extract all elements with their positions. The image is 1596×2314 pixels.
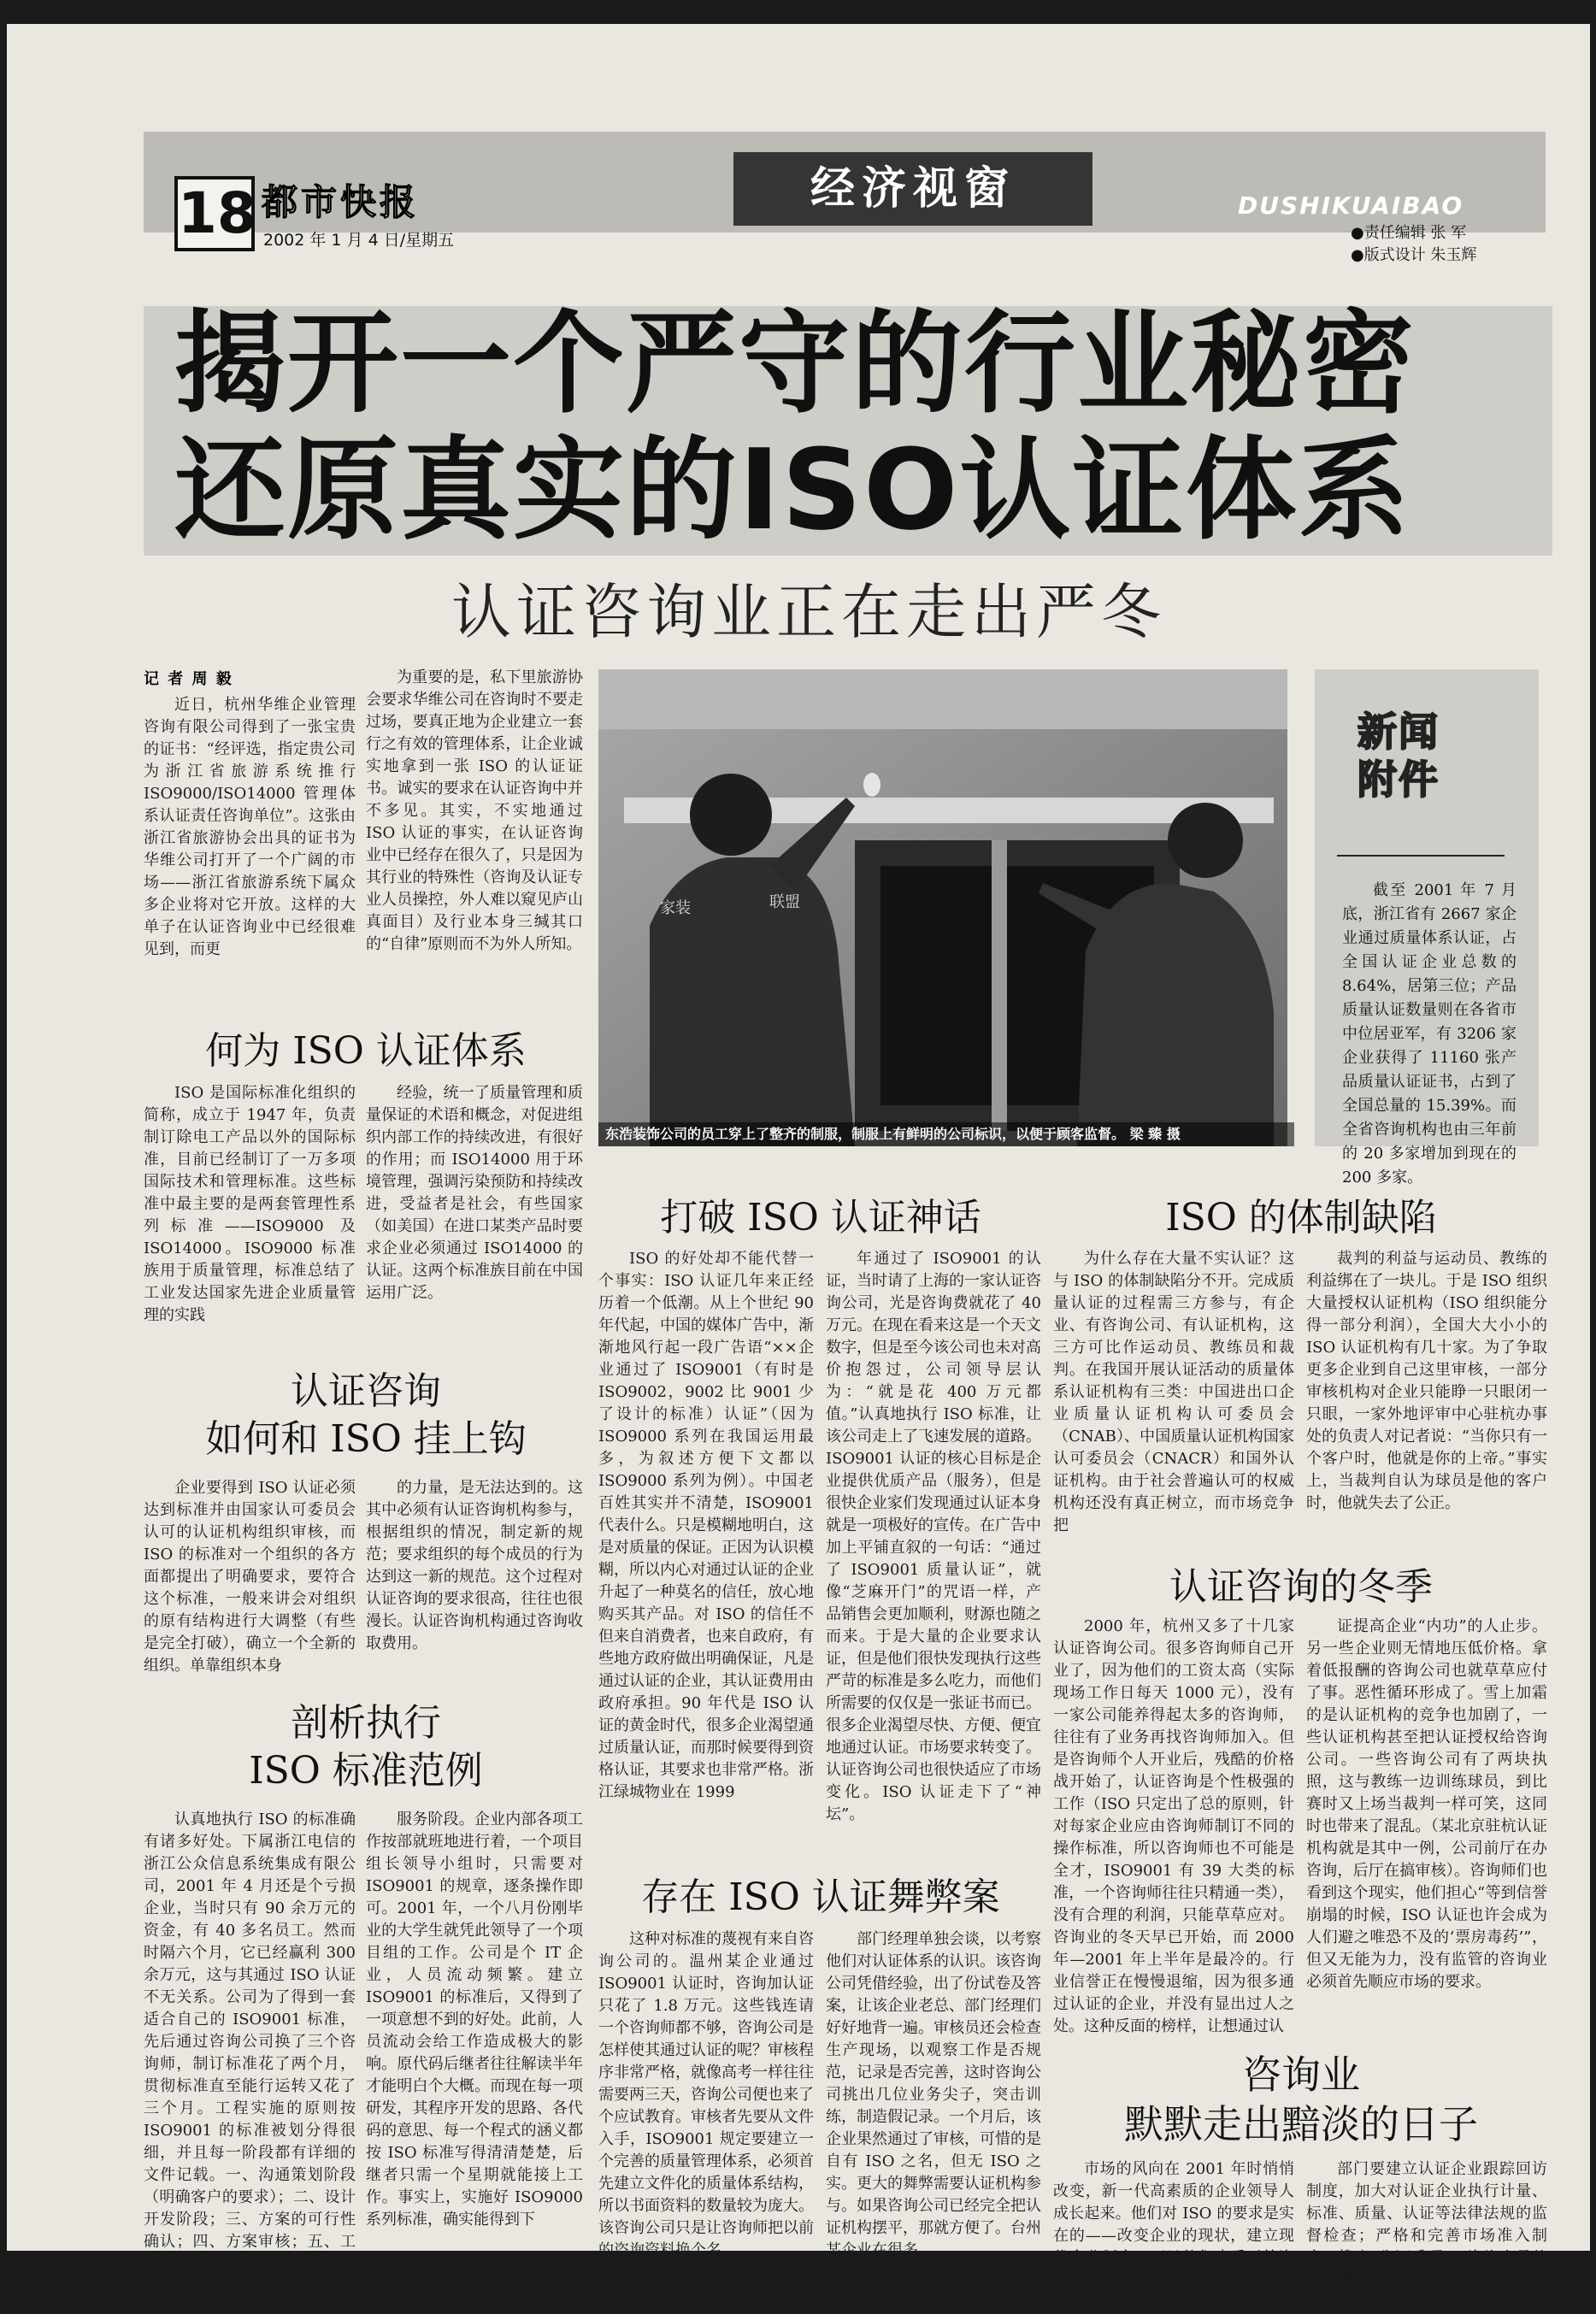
photo-illustration [598, 669, 1287, 1146]
section-name: 经济视窗 [733, 152, 1092, 226]
section-fraud-col1: 这种对标准的蔑视有来自咨询公司的。温州某企业通过 ISO9001 认证时，咨询加认证只花了 1.8 万元。这些钱连请一个咨询师都不够，咨询公司是怎样使其通过认证的呢？审核程序非常严格，就像高考一样往往需要两三天，咨询公司便也来了个应试教育。审核者先要从文件入手，ISO9001 规定要建立一个完善的质量管理体系，必须首先建立文件化的质量体系结构，所以书面资料的数量较为庞大。该咨询公司只是让咨询师把以前的咨询资料换个名 [598, 1930, 814, 2259]
section-recovery-col1: 市场的风向在 2001 年时悄悄改变，新一代高素质的企业领导人成长起来。他们对 ISO 的要求是实在的——改变企业的现状，建立现代企业制度。而且他们也乐于给咨询公司合理的利润。一些口碑好的咨 [1053, 2160, 1294, 2311]
section-consulting-col1: 企业要得到 ISO 认证必须达到标准并由国家认可委员会认可的认证机构组织审核，而 ISO 的标准对一个组织的各方面都提出了明确要求，要符合这个标准，一般来讲会对组织的原有结构进行大调整（有些是完全打破），确立一个全新的组织。单靠组织本身 [144, 1479, 356, 1675]
section-consulting-col2: 的力量，是无法达到的。这其中必须有认证咨询机构参与，根据组织的情况，制定新的规范；要求组织的每个成员的行为达到这一新的规范。这个过程对认证咨询的要求很高，往往也很漫长。认证咨询机构通过咨询收取费用。 [366, 1479, 583, 1652]
uniform-badge-right: 联盟 [769, 893, 800, 911]
section-winter-col2: 证提高企业“内功”的人止步。另一些企业则无情地压低价格。拿着低报酬的咨询公司也就草草应付了事。恶性循环形成了。雪上加霜的是认证机构的竞争也加剧了，一些认证机构甚至把认证授权给咨询公司。一些咨询公司有了两块执照，这与教练一边训练球员，到比赛时又上场当裁判一样可笑，这同时也带来了混乱。（某北京驻杭认证机构就是其中一例，公司前厅在办咨询，后厅在搞审核）。咨询师们也看到这个现实，他们担心“等到信誉崩塌的时候，ISO 认证也许会成为人们避之唯恐不及的‘票房毒药’”，但又无能为力，没有监管的咨询业必须首先顺应市场的要求。 [1306, 1617, 1547, 1991]
section-title-recovery [1053, 2050, 1549, 2149]
section-what-is-iso-col1: ISO 是国际标准化组织的简称，成立于 1947 年，负责制订除电工产品以外的国际标准，目前已经制订了一万多项国际技术和管理标准。这些标准中最主要的是两套管理性系列标准——ISO9000 及 ISO14000。ISO9000 标准族用于质量管理，标准总结了工业发达国家先进企业质量管理的实践 [144, 1084, 356, 1324]
section-myth-col2: 年通过了 ISO9001 的认证，当时请了上海的一家认证咨询公司，光是咨询费就花了 40 万元。在现在看来这是一个天文数字，但是至今该公司也未对高价抱怨过，公司领导层认为：“就是花 400 万元都值。”认真地执行 ISO 标准，让该公司走上了飞速发展的道路。ISO9001 认证的核心目标是企业提供优质产品（服务），但是很快企业家们发现通过认证本身就是一项极好的宣传。在广告中加上平铺直叙的一句话：“通过了 ISO9001 质量认证”，就像“芝麻开门”的咒语一样，产品销售会更加顺利，财源也随之而来。于是大量的企业要求认证，但是他们很快发现执行这些严苛的标准是多么吃力，而他们所需要的仅仅是一张证书而已。很多企业渴望尽快、方便、便宜地通过认证。市场要求转变了。认证咨询公司也很快适应了市场变化。ISO 认证走下了“神坛”。 [826, 1250, 1041, 1823]
section-title-case-study [144, 1699, 588, 1795]
issue-date: 2002 年 1 月 4 日/星期五 [263, 231, 455, 250]
sidebar-body: 截至 2001 年 7 月底，浙江省有 2667 家企业通过质量体系认证，占全国认证企业总数的 8.64%，居第三位；产品质量认证数量则在各省市中位居亚军，有 3206 家企业获得了 11160 张产品质量认证证书，占到了全国总量的 15.39%。而全省咨询机构也由三年前的 20 多家增加到现在的 200 多家。 [1342, 881, 1516, 1186]
section-title-defects: ISO 的体制缺陷 [1165, 1196, 1437, 1239]
section-winter-col1: 2000 年，杭州又多了十几家认证咨询公司。很多咨询师自己开业了，因为他们的工资太高（实际现场工作日每天 1000 元），没有一家公司能养得起太多的咨询师，往往有了业务再找咨询师加入。但是咨询师个人开业后，残酷的价格战开始了，认证咨询是个性极强的工作（ISO 只定出了总的原则，针对每家企业应由咨询师制订不同的操作标准，所以咨询师也不可能是全才，ISO9001 有 39 大类的标准，一个咨询师往往只精通一类），没有合理的利润，只能草草应对。咨询业的冬天早已开始，而 2000 年—2001 年上半年是最冷的。行业信誉正在慢慢退缩，因为很多通过认证的企业，并没有显出过人之处。这种反面的榜样，让想通过认 [1053, 1617, 1294, 2035]
section-title-what-is-iso: 何为 ISO 认证体系 [205, 1029, 527, 1073]
section-title-fraud: 存在 ISO 认证舞弊案 [641, 1875, 1000, 1919]
section-title-consulting [144, 1368, 588, 1463]
section-defects-col2: 裁判的利益与运动员、教练的利益绑在了一块儿。于是 ISO 组织大量授权认证机构（ISO 组织能分得一部分利润），全国大大小小的 ISO 认证机构有几十家。为了争取更多企业到自己这里审核，一部分审核机构对企业只能睁一只眼闭一只眼，一家外地评审中心驻杭办事处的负责人对记者说：“当你只有一个客户时，他就是你的上帝。”事实上，当裁判自认为球员是他的客户时，他就失去了公正。 [1306, 1250, 1547, 1512]
section-title-case-study-line2: ISO 标准范例 [249, 1749, 483, 1793]
section-what-is-iso-col2: 经验，统一了质量管理和质量保证的术语和概念，对促进组织内部工作的持续改进，有很好的作用；而 ISO14000 用于环境管理，强调污染预防和持续改进，受益者是社会，有些国家（如美国）在进口某类产品时要求企业必须通过 ISO14000 的认证。这两个标准族目前在中国运用广泛。 [366, 1084, 583, 1302]
section-title-consulting-line1: 认证咨询 [291, 1369, 441, 1413]
section-recovery-col2: 部门要建立认证企业跟踪回访制度，加大对认证企业执行计量、标准、质量、认证等法律法规的监督检查；严格和完善市场准入制度，推广“先证后照”，咨询人员从业资格等措施，建立市场约束机制。 [1306, 2160, 1547, 2311]
photo-caption: 东浩装饰公司的员工穿上了整齐的制服，制服上有鲜明的公司标识，以便于顾客监督。 梁 臻 摄 [598, 1122, 1294, 1146]
editor-credit: ●责任编辑 张 军 [1351, 224, 1467, 242]
news-photo [598, 669, 1287, 1146]
section-title-myth: 打破 ISO 认证神话 [660, 1196, 981, 1239]
section-case-study-col2: 服务阶段。企业内部各项工作按部就班地进行着，一个项目组长领导小组时，只需要对 ISO9001 的规章，逐条操作即可。2001 年，一个八月份刚毕业的大学生就凭此领导了一个项目组的工作。公司是个 IT 企业，人员流动频繁。建立 ISO9001 的标准后，又得到了一项意想不到的好处。此前，人员流动会给工作造成极大的影响。原代码后继者往往解读半年才能明白个大概。而现在每一项研发，其程序开发的思路、各代码的意思、每一个程式的涵义都按 ISO 标准写得清清楚楚，后继者只需一个星期就能接上工作。事实上，实施好 ISO9000 系列标准，确实能得到下 [366, 1811, 583, 2229]
section-title-recovery-line2: 默默走出黯淡的日子 [1124, 2101, 1478, 2147]
brand-name: DUSHIKUAIBAO [1238, 191, 1464, 220]
section-title-consulting-line2: 如何和 ISO 挂上钩 [205, 1417, 527, 1461]
sidebar-title: 新闻 附件 [1357, 709, 1440, 803]
headline-line1: 揭开一个严守的行业秘密 [174, 298, 1416, 428]
section-title-winter: 认证咨询的冬季 [1169, 1565, 1433, 1609]
section-defects-col1: 为什么存在大量不实认证？这与 ISO 的体制缺陷分不开。完成质量认证的过程需三方参与，有企业、有咨询公司、有认证机构，这三方可比作运动员、教练员和裁判。在我国开展认证活动的质量体系认证机构有三类：中国进出口企业质量认证机构认可委员会（CNAB）、中国质量认证机构国家认可委员会（CNACR）和国外认证机构。由于社会普遍认可的权威机构还没有真正树立，而市场竞争把 [1053, 1250, 1294, 1534]
section-case-study-col1: 认真地执行 ISO 的标准确有诸多好处。下属浙江电信的浙江公众信息系统集成有限公司，2001 年 4 月还是个亏损企业，当时只有 90 余万元的资金，有 40 多名员工。然而时隔六个月，它已经赢利 300 余万元，这与其通过 ISO 认证不无关系。公司为了得到一套适合自己的 ISO9001 标准，先后通过咨询公司换了三个咨询师，制订标准花了两个月，贯彻标准直至能行运转又花了三个月。工程实施的原则按 ISO9001 的标准被划分得很细，并且每一阶段都有详细的文件记载。一、沟通策划阶段（明确客户的要求）；二、设计开发阶段；三、方案的可行性确认；四、方案审核；五、工前协调会；六、工程进度安 [144, 1811, 356, 2273]
designer-credit: ●版式设计 朱玉辉 [1351, 246, 1477, 264]
byline: 记 者 周 毅 [144, 670, 233, 688]
uniform-badge-left: 家装 [660, 899, 691, 917]
lead-col1: 近日，杭州华维企业管理咨询有限公司得到了一张宝贵的证书：“经评选，指定贵公司为浙江省旅游系统推行 ISO9000/ISO14000 管理体系认证责任咨询单位”。这张由浙江省旅游协会出具的证书为华维公司打开了一个广阔的市场——浙江省旅游系统下属众多企业将对它开放。这样的大单子在认证咨询业中已经很难见到，而更 [144, 696, 356, 958]
section-title-recovery-line1: 咨询业 [1242, 2052, 1360, 2098]
newspaper-page [7, 24, 1590, 2311]
section-fraud-col2: 部门经理单独会谈，以考察他们对认证体系的认识。该咨询公司凭借经验，出了份试卷及答案，让该企业老总、部门经理们好好地背一遍。审核员还会检查生产现场，以观察工作是否规范，记录是否完善，这时咨询公司挑出几位业务尖子，突击训练，制造假记录。一个月后，该企业果然通过了审核，可惜的是自有 ISO 之名，但无 ISO 之实。更大的舞弊需要认证机构参与。如果咨询公司已经完全把认证机构摆平，那就方便了。台州某企业在很多 [826, 1930, 1041, 2259]
paper-name: 都市快报 [262, 181, 420, 223]
headline-line2: 还原真实的ISO认证体系 [174, 425, 1411, 555]
lead-col2: 为重要的是，私下里旅游协会要求华维公司在咨询时不要走过场，要真正地为企业建立一套行之有效的管理体系，让企业诚实地拿到一张 ISO 的认证证书。诚实的要求在认证咨询中并不多见。其实，不实地通过 ISO 认证的事实，在认证咨询业中已经存在很久了，只是因为其行业的特殊性（咨询及认证专业人员操控，外人难以窥见庐山真面目）及行业本身三缄其口的“自律”原则而不为外人所知。 [366, 668, 583, 953]
section-myth-col1: ISO 的好处却不能代替一个事实：ISO 认证几年来正经历着一个低潮。从上个世纪 90 年代起，中国的媒体广告中，渐渐地风行起一段广告语“××企业通过了 ISO9001（有时是 ISO9002，9002 比 9001 少了设计的标准）认证”（因为 ISO9000 系列在我国运用最多，为叙述方便下文都以 ISO9000 系列为例）。中国老百姓其实并不清楚，ISO9001 代表什么。只是模糊地明白，这是对质量的保证。正因为认识模糊，所以内心对通过认证的企业升起了一种莫名的信任，放心地购买其产品。对 ISO 的信任不但来自消费者，也来自政府，有些地方政府做出明确保证，凡是通过认证的企业，其认证费用由政府承担。90 年代是 ISO 认证的黄金时代，很多企业渴望通过质量认证，而那时候要得到资格认证，其要求也非常严格。浙江绿城物业在 1999 [598, 1250, 814, 1801]
headline-subtitle: 认证咨询业正在走出严冬 [451, 577, 1166, 647]
sidebar-rule [1337, 855, 1505, 857]
section-title-case-study-line1: 剖析执行 [291, 1701, 441, 1745]
page-number: 18 [174, 176, 255, 251]
editor-credits [1351, 222, 1476, 267]
